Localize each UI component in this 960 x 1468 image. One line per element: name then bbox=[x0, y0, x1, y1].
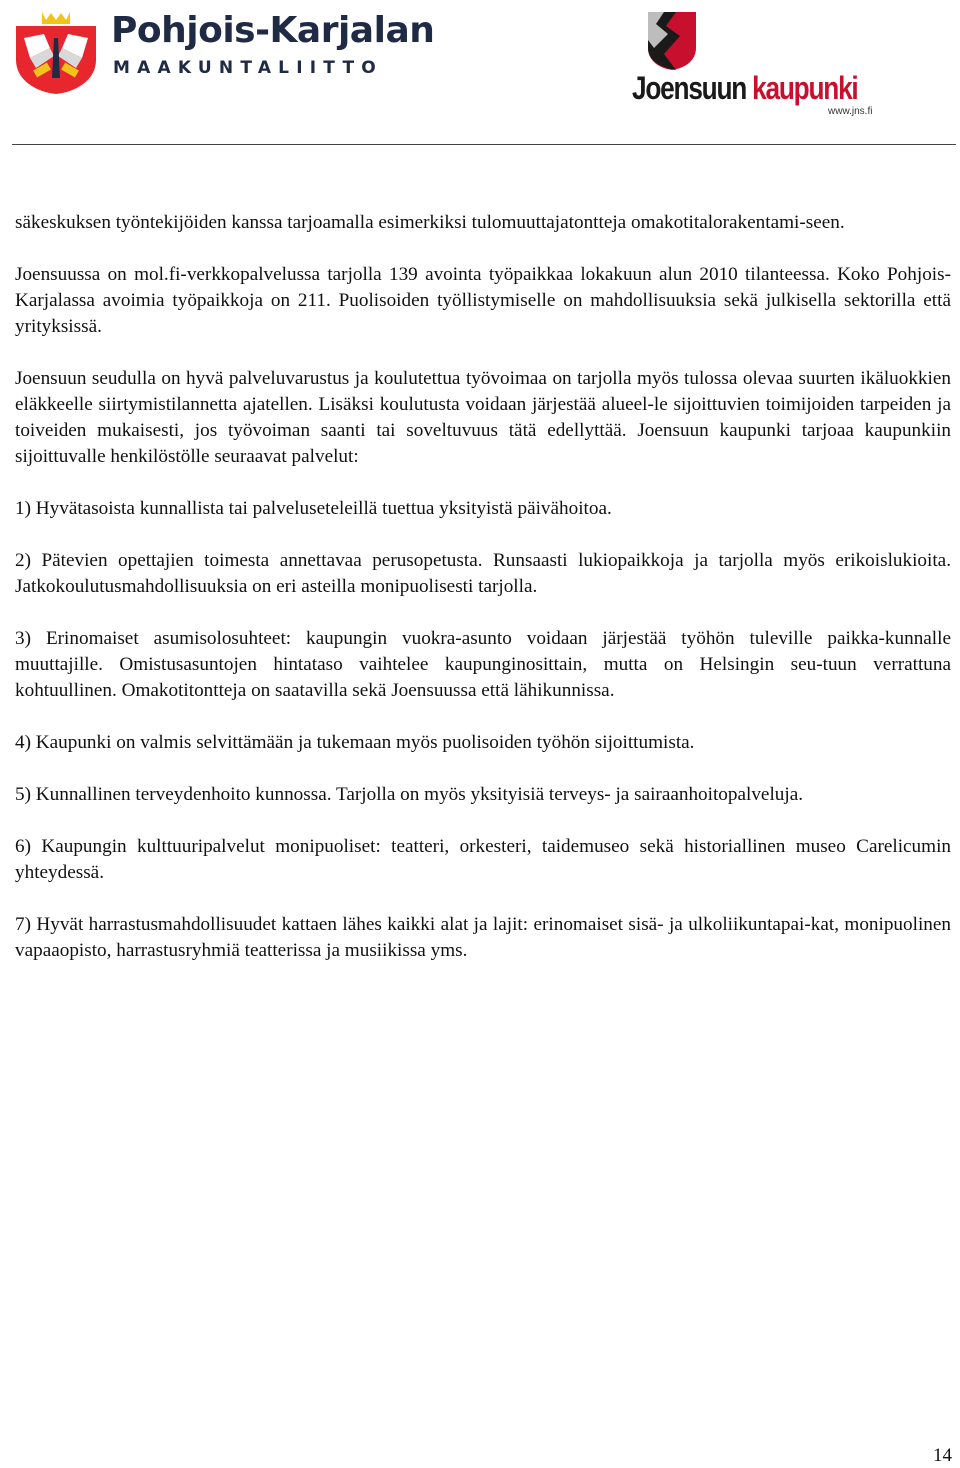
paragraph: säkeskuksen työntekijöiden kanssa tarjoamalla esimerkiksi tulomuuttajatontteja omakotitalorakentami-seen. bbox=[15, 212, 845, 233]
document-body bbox=[15, 210, 951, 990]
right-logo-name-part1: Joensuun bbox=[632, 70, 747, 106]
list-item: 3) Erinomaiset asumisolosuhteet: kaupungin vuokra-asunto voidaan järjestää työhön tuleville paikka-kunnalle muuttajille. Omistusasuntojen hintataso vaihtelee kaupunginosittain, mutta on Helsingin seu-tuun verrattuna kohtuullinen. Omakotitontteja on saatavilla sekä Joensuussa että lähikunnissa. bbox=[15, 628, 951, 701]
list-item: 7) Hyvät harrastusmahdollisuudet kattaen lähes kaikki alat ja lajit: erinomaiset sisä- ja ulkoliikuntapai-kat, monipuolinen vapaaopisto, harrastusryhmiä teatterissa ja musiikissa yms. bbox=[15, 914, 951, 961]
pohjois-karjalan-maakuntaliitto-logo bbox=[14, 8, 435, 96]
joensuu-shield-icon bbox=[646, 10, 698, 72]
right-logo-url: www.jns.fi bbox=[828, 106, 873, 117]
header-divider bbox=[12, 144, 956, 145]
pohjois-karjala-crest-icon bbox=[14, 8, 98, 94]
list-item: 1) Hyvätasoista kunnallista tai palveluseteleillä tuettua yksityistä päivähoitoa. bbox=[15, 498, 612, 519]
right-logo-name bbox=[632, 70, 857, 106]
left-logo-name: Pohjois-Karjalan bbox=[111, 10, 435, 51]
list-item: 4) Kaupunki on valmis selvittämään ja tukemaan myös puolisoiden työhön sijoittumista. bbox=[15, 732, 695, 753]
paragraph: Joensuun seudulla on hyvä palveluvarustus ja koulutettua työvoimaa on tarjolla myös tulossa olevaa suurten ikäluokkien eläkkeelle siirtymistilannetta ajatellen. Lisäksi koulutusta voidaan järjestää alueel-le sijoittuvien toimijoiden tarpeiden ja toiveiden mukaisesti, jos työvoiman saanti tai soveltuvuus tätä edellyttää. Joensuun kaupunki tarjoaa kaupunkiin sijoittuvalle henkilöstölle seuraavat palvelut: bbox=[15, 368, 951, 467]
list-item: 5) Kunnallinen terveydenhoito kunnossa. Tarjolla on myös yksityisiä terveys- ja sairaanhoitopalveluja. bbox=[15, 784, 804, 805]
joensuun-kaupunki-logo bbox=[632, 10, 873, 117]
list-item: 6) Kaupungin kulttuuripalvelut monipuoliset: teatteri, orkesteri, taidemuseo sekä historiallinen museo Carelicumin yhteydessä. bbox=[15, 836, 951, 883]
list-item: 2) Pätevien opettajien toimesta annettavaa perusopetusta. Runsaasti lukiopaikkoja ja tarjolla myös erikoislukioita. Jatkokoulutusmahdollisuuksia on eri asteilla monipuolisesti tarjolla. bbox=[15, 550, 951, 597]
page-number: 14 bbox=[933, 1445, 952, 1466]
page-header bbox=[0, 0, 960, 146]
paragraph: Joensuussa on mol.fi-verkkopalvelussa tarjolla 139 avointa työpaikkaa lokakuun alun 2010 tilanteessa. Koko Pohjois-Karjalassa avoimia työpaikkoja on 211. Puolisoiden työllistymiselle on mahdollisuuksia sekä julkisella sektorilla että yrityksissä. bbox=[15, 264, 951, 337]
left-logo-subtitle: MAAKUNTALIITTO bbox=[113, 58, 383, 78]
right-logo-name-part2: kaupunki bbox=[752, 70, 858, 106]
